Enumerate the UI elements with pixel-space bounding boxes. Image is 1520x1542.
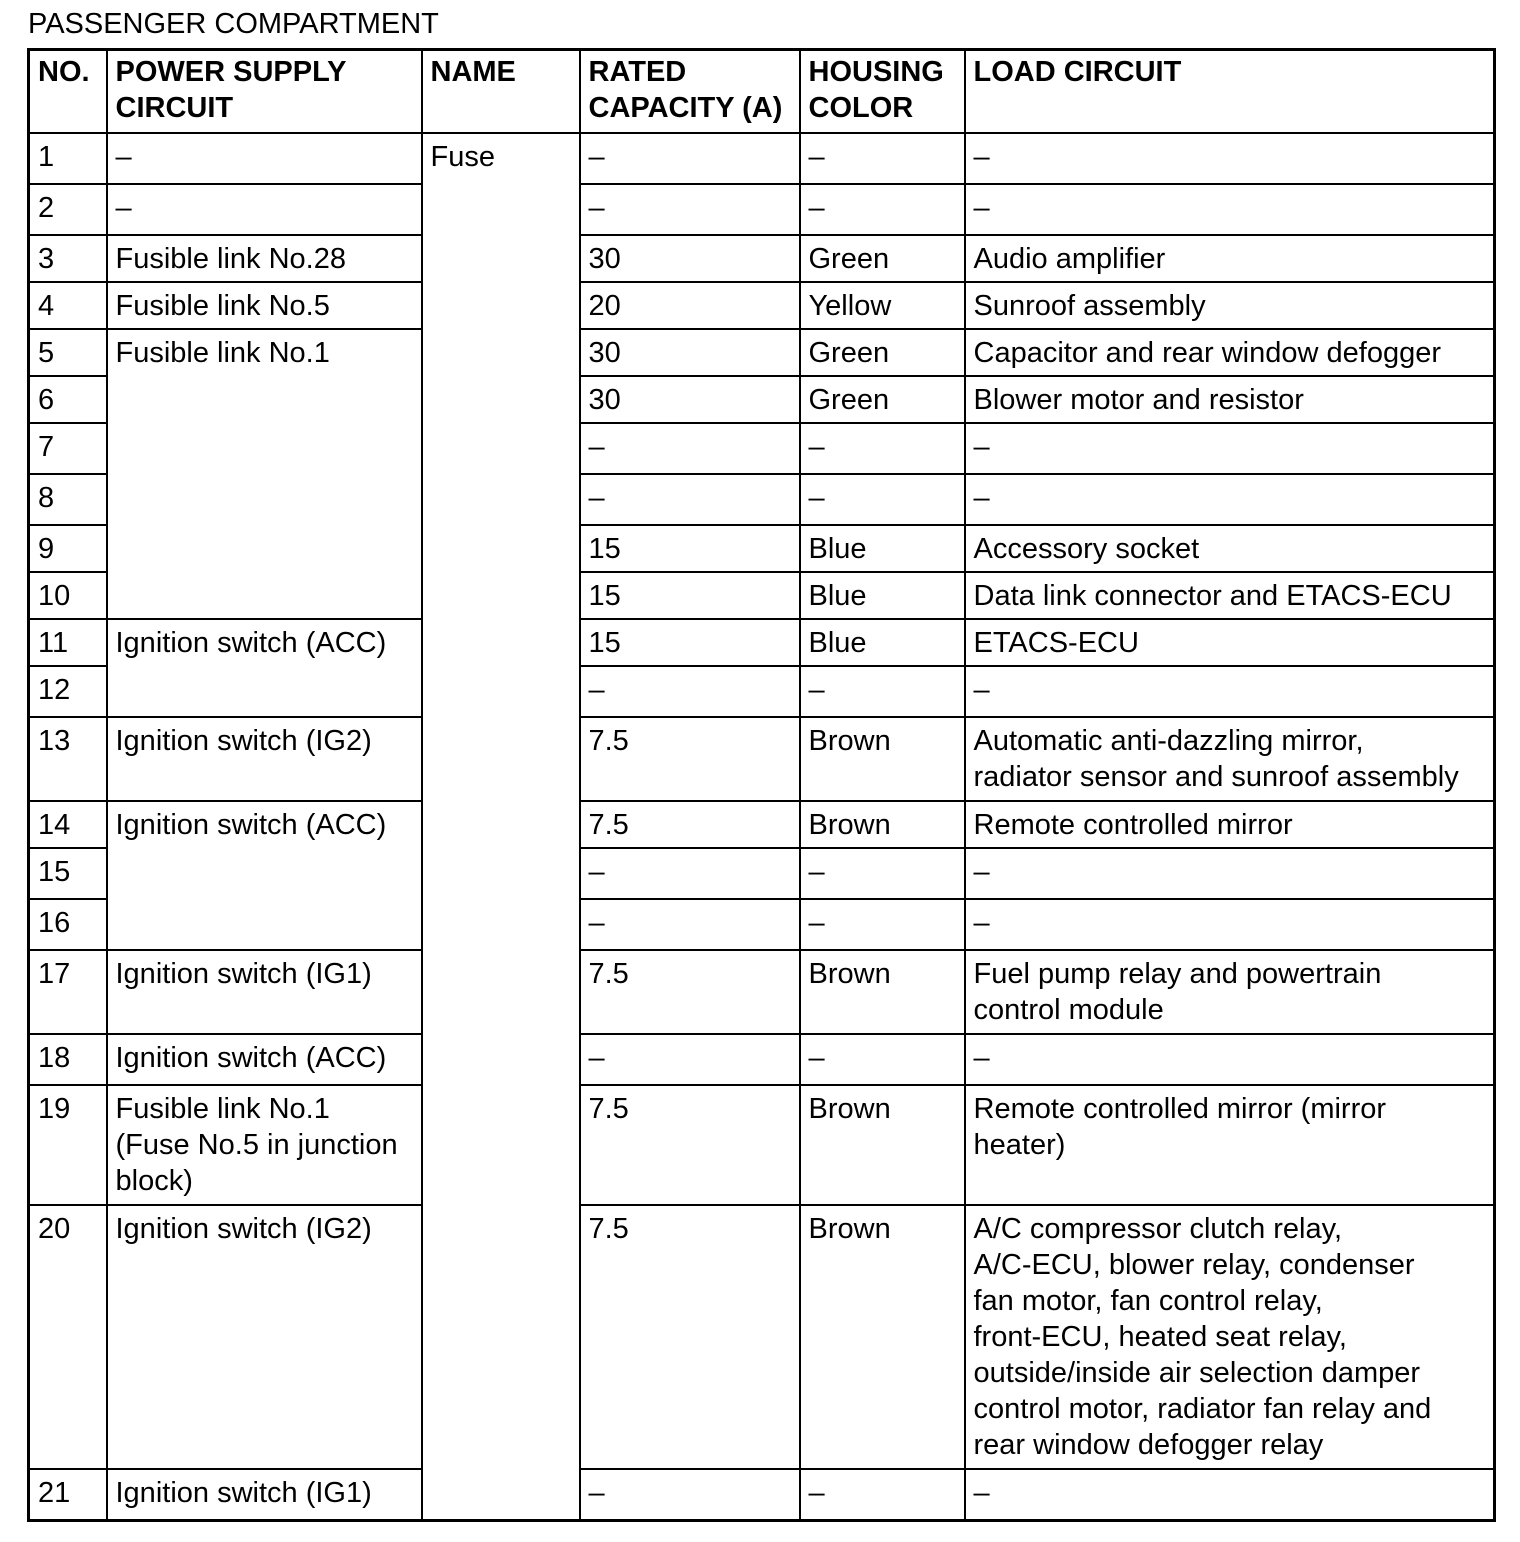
cell-color: Brown: [800, 1205, 965, 1469]
cell-capacity: –: [580, 1034, 800, 1085]
header-row: [29, 50, 1495, 134]
cell-no: 20: [29, 1205, 107, 1469]
cell-color: Green: [800, 376, 965, 423]
cell-capacity: –: [580, 474, 800, 525]
cell-power-supply: Ignition switch (ACC): [107, 1034, 422, 1085]
header-load-circuit: LOAD CIRCUIT: [965, 50, 1495, 134]
header-power-supply: POWER SUPPLY CIRCUIT: [107, 50, 422, 134]
cell-load: Fuel pump relay and powertrain control module: [965, 950, 1495, 1034]
page-title: PASSENGER COMPARTMENT: [28, 8, 439, 40]
cell-color: –: [800, 423, 965, 474]
cell-load: Remote controlled mirror: [965, 801, 1495, 848]
header-name: NAME: [422, 50, 580, 134]
cell-name: Fuse: [422, 133, 580, 1520]
cell-color: Blue: [800, 619, 965, 666]
cell-capacity: 15: [580, 619, 800, 666]
cell-color: Brown: [800, 950, 965, 1034]
cell-color: Green: [800, 329, 965, 376]
cell-load: Capacitor and rear window defogger: [965, 329, 1495, 376]
table-row: [29, 329, 1495, 376]
cell-capacity: 30: [580, 376, 800, 423]
cell-color: Brown: [800, 1085, 965, 1205]
header-no: NO.: [29, 50, 107, 134]
cell-power-supply: Fusible link No.1 (Fuse No.5 in junction block): [107, 1085, 422, 1205]
table-row: [29, 950, 1495, 1034]
cell-power-supply: Ignition switch (IG2): [107, 1205, 422, 1469]
cell-load: –: [965, 1469, 1495, 1520]
cell-no: 21: [29, 1469, 107, 1520]
cell-load: –: [965, 474, 1495, 525]
cell-color: Blue: [800, 572, 965, 619]
table-row: [29, 717, 1495, 801]
cell-load: –: [965, 666, 1495, 717]
cell-no: 17: [29, 950, 107, 1034]
cell-color: Blue: [800, 525, 965, 572]
cell-capacity: 7.5: [580, 950, 800, 1034]
cell-load: –: [965, 133, 1495, 184]
cell-no: 4: [29, 282, 107, 329]
cell-capacity: 15: [580, 525, 800, 572]
cell-no: 8: [29, 474, 107, 525]
cell-power-supply: Ignition switch (IG1): [107, 1469, 422, 1520]
table-row: [29, 1205, 1495, 1469]
cell-load: –: [965, 184, 1495, 235]
table-row: [29, 1469, 1495, 1520]
cell-load: Sunroof assembly: [965, 282, 1495, 329]
cell-load: –: [965, 423, 1495, 474]
cell-load: –: [965, 899, 1495, 950]
cell-load: –: [965, 848, 1495, 899]
cell-power-supply: Fusible link No.1: [107, 329, 422, 619]
cell-capacity: 7.5: [580, 1205, 800, 1469]
table-row: [29, 801, 1495, 848]
cell-capacity: –: [580, 899, 800, 950]
table-row: [29, 282, 1495, 329]
cell-no: 2: [29, 184, 107, 235]
cell-no: 18: [29, 1034, 107, 1085]
cell-load: Blower motor and resistor: [965, 376, 1495, 423]
cell-power-supply: Ignition switch (IG2): [107, 717, 422, 801]
cell-color: –: [800, 899, 965, 950]
cell-load: Data link connector and ETACS-ECU: [965, 572, 1495, 619]
cell-load: Accessory socket: [965, 525, 1495, 572]
cell-load: A/C compressor clutch relay, A/C-ECU, blower relay, condenser fan motor, fan control relay, front-ECU, heated seat relay, outside/inside air selection damper control motor, radiator fan relay and rear window defogger relay: [965, 1205, 1495, 1469]
cell-capacity: 7.5: [580, 1085, 800, 1205]
cell-capacity: 30: [580, 235, 800, 282]
cell-no: 7: [29, 423, 107, 474]
cell-load: Remote controlled mirror (mirror heater): [965, 1085, 1495, 1205]
header-housing-color: HOUSING COLOR: [800, 50, 965, 134]
cell-color: Brown: [800, 717, 965, 801]
cell-color: –: [800, 474, 965, 525]
cell-color: Brown: [800, 801, 965, 848]
cell-color: Yellow: [800, 282, 965, 329]
cell-capacity: –: [580, 133, 800, 184]
cell-color: Green: [800, 235, 965, 282]
cell-no: 6: [29, 376, 107, 423]
cell-power-supply: Ignition switch (IG1): [107, 950, 422, 1034]
cell-load: Automatic anti-dazzling mirror, radiator sensor and sunroof assembly: [965, 717, 1495, 801]
cell-color: –: [800, 848, 965, 899]
cell-no: 5: [29, 329, 107, 376]
table-row: [29, 619, 1495, 666]
cell-power-supply: –: [107, 133, 422, 184]
table-row: [29, 1085, 1495, 1205]
cell-color: –: [800, 1469, 965, 1520]
cell-capacity: –: [580, 1469, 800, 1520]
cell-color: –: [800, 184, 965, 235]
cell-power-supply: Ignition switch (ACC): [107, 801, 422, 950]
cell-capacity: –: [580, 184, 800, 235]
cell-load: –: [965, 1034, 1495, 1085]
cell-no: 12: [29, 666, 107, 717]
header-rated-capacity: RATED CAPACITY (A): [580, 50, 800, 134]
cell-capacity: 15: [580, 572, 800, 619]
cell-no: 15: [29, 848, 107, 899]
cell-color: –: [800, 666, 965, 717]
cell-capacity: 30: [580, 329, 800, 376]
cell-load: ETACS-ECU: [965, 619, 1495, 666]
cell-capacity: –: [580, 423, 800, 474]
cell-color: –: [800, 133, 965, 184]
cell-no: 19: [29, 1085, 107, 1205]
cell-no: 3: [29, 235, 107, 282]
cell-capacity: 20: [580, 282, 800, 329]
cell-no: 16: [29, 899, 107, 950]
cell-power-supply: –: [107, 184, 422, 235]
table-row: [29, 235, 1495, 282]
fuse-table: [27, 48, 1496, 1522]
cell-capacity: 7.5: [580, 717, 800, 801]
cell-color: –: [800, 1034, 965, 1085]
cell-power-supply: Ignition switch (ACC): [107, 619, 422, 717]
table-row: [29, 184, 1495, 235]
cell-load: Audio amplifier: [965, 235, 1495, 282]
cell-no: 11: [29, 619, 107, 666]
cell-no: 9: [29, 525, 107, 572]
cell-no: 13: [29, 717, 107, 801]
cell-power-supply: Fusible link No.5: [107, 282, 422, 329]
table-row: [29, 1034, 1495, 1085]
cell-capacity: –: [580, 666, 800, 717]
cell-no: 1: [29, 133, 107, 184]
cell-capacity: 7.5: [580, 801, 800, 848]
table-row: [29, 133, 1495, 184]
cell-no: 10: [29, 572, 107, 619]
cell-power-supply: Fusible link No.28: [107, 235, 422, 282]
cell-no: 14: [29, 801, 107, 848]
cell-capacity: –: [580, 848, 800, 899]
